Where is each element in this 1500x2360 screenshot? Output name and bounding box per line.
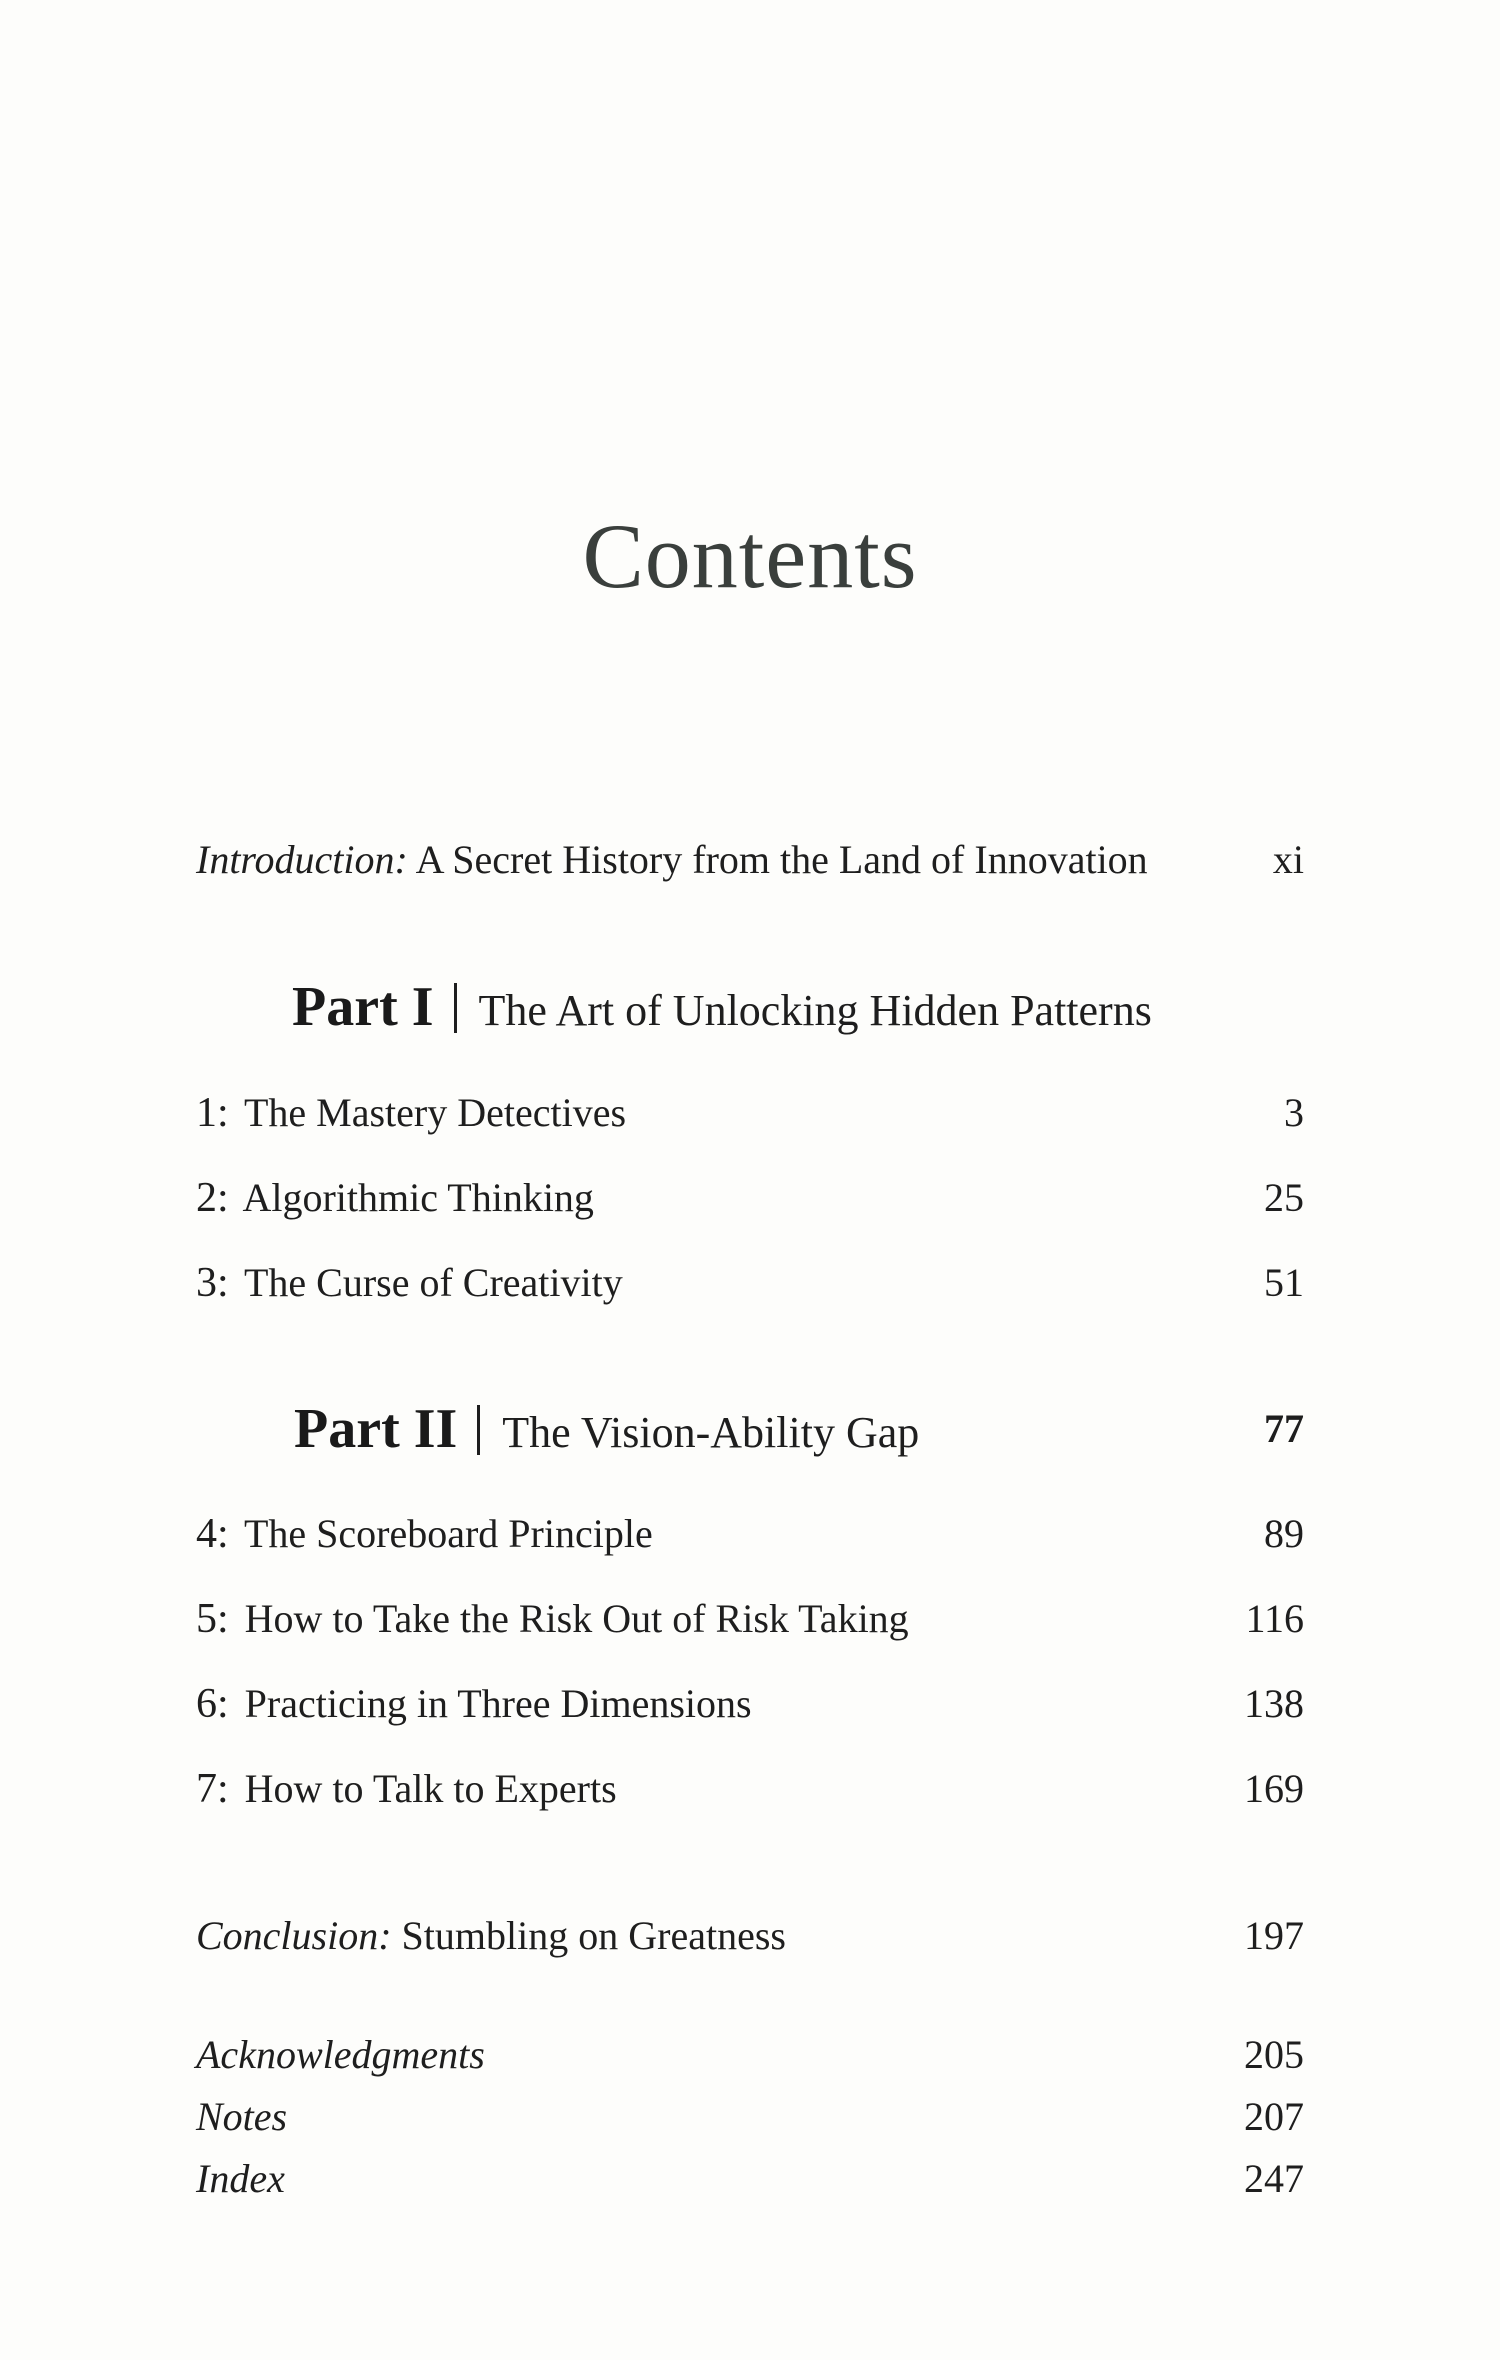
chapter-page: 169 [1244, 1766, 1304, 1811]
toc-entry-conclusion[interactable] [196, 1906, 1304, 1966]
chapter-page: 89 [1264, 1511, 1304, 1556]
chapter-title: How to Take the Risk Out of Risk Taking [244, 1596, 909, 1641]
chapter-title: Practicing in Three Dimensions [244, 1681, 752, 1726]
toc-entry-chapter-2[interactable] [196, 1168, 1304, 1228]
chapter-page: 138 [1244, 1681, 1304, 1726]
intro-label: Introduction: [196, 837, 408, 882]
part-2-title: The Vision-Ability Gap [502, 1408, 920, 1457]
chapter-title: How to Talk to Experts [244, 1766, 617, 1811]
toc-entry-chapter-4[interactable] [196, 1504, 1304, 1564]
chapter-title: The Scoreboard Principle [243, 1511, 653, 1556]
toc-entry-acknowledgments[interactable] [196, 2025, 1304, 2085]
backmatter-title: Acknowledgments [196, 2032, 485, 2077]
intro-title: A Secret History from the Land of Innovation [415, 837, 1148, 882]
toc-entry-chapter-5[interactable] [196, 1589, 1304, 1649]
chapter-title: The Curse of Creativity [243, 1260, 623, 1305]
toc-entry-chapter-3[interactable] [196, 1253, 1304, 1313]
toc-entry-chapter-7[interactable] [196, 1759, 1304, 1819]
chapter-page: 25 [1264, 1175, 1304, 1220]
conclusion-title: Stumbling on Greatness [401, 1913, 786, 1958]
intro-page: xi [1272, 837, 1304, 882]
backmatter-title: Notes [196, 2094, 288, 2139]
toc-entry-introduction[interactable] [196, 830, 1304, 890]
part-2-label: Part II [294, 1398, 458, 1460]
conclusion-label: Conclusion: [196, 1913, 392, 1958]
chapter-number: 3: [196, 1260, 229, 1306]
toc-entry-notes[interactable] [196, 2087, 1304, 2147]
chapter-page: 51 [1264, 1260, 1304, 1305]
part-divider [454, 983, 457, 1033]
chapter-title: The Mastery Detectives [243, 1090, 627, 1135]
conclusion-page: 197 [1244, 1913, 1304, 1958]
backmatter-page: 247 [1244, 2156, 1304, 2201]
chapter-page: 116 [1245, 1596, 1304, 1641]
backmatter-page: 207 [1244, 2094, 1304, 2139]
chapter-title: Algorithmic Thinking [242, 1175, 594, 1220]
chapter-number: 1: [196, 1090, 229, 1136]
chapter-number: 4: [196, 1511, 229, 1557]
chapter-number: 2: [196, 1175, 229, 1221]
part-1-label: Part I [292, 976, 434, 1038]
part-1-heading[interactable] [292, 972, 1152, 1042]
backmatter-title: Index [196, 2156, 285, 2201]
chapter-number: 7: [196, 1766, 229, 1812]
part-2-page: 77 [1264, 1406, 1304, 1451]
part-2-heading[interactable] [294, 1394, 919, 1464]
part-1-title: The Art of Unlocking Hidden Patterns [478, 986, 1152, 1035]
backmatter-page: 205 [1244, 2032, 1304, 2077]
page-title: Contents [582, 505, 918, 607]
toc-entry-chapter-6[interactable] [196, 1674, 1304, 1734]
chapter-number: 5: [196, 1596, 229, 1642]
chapter-page: 3 [1284, 1090, 1304, 1135]
chapter-number: 6: [196, 1681, 229, 1727]
toc-entry-chapter-1[interactable] [196, 1083, 1304, 1143]
toc-entry-index[interactable] [196, 2149, 1304, 2209]
part-divider [477, 1405, 480, 1455]
